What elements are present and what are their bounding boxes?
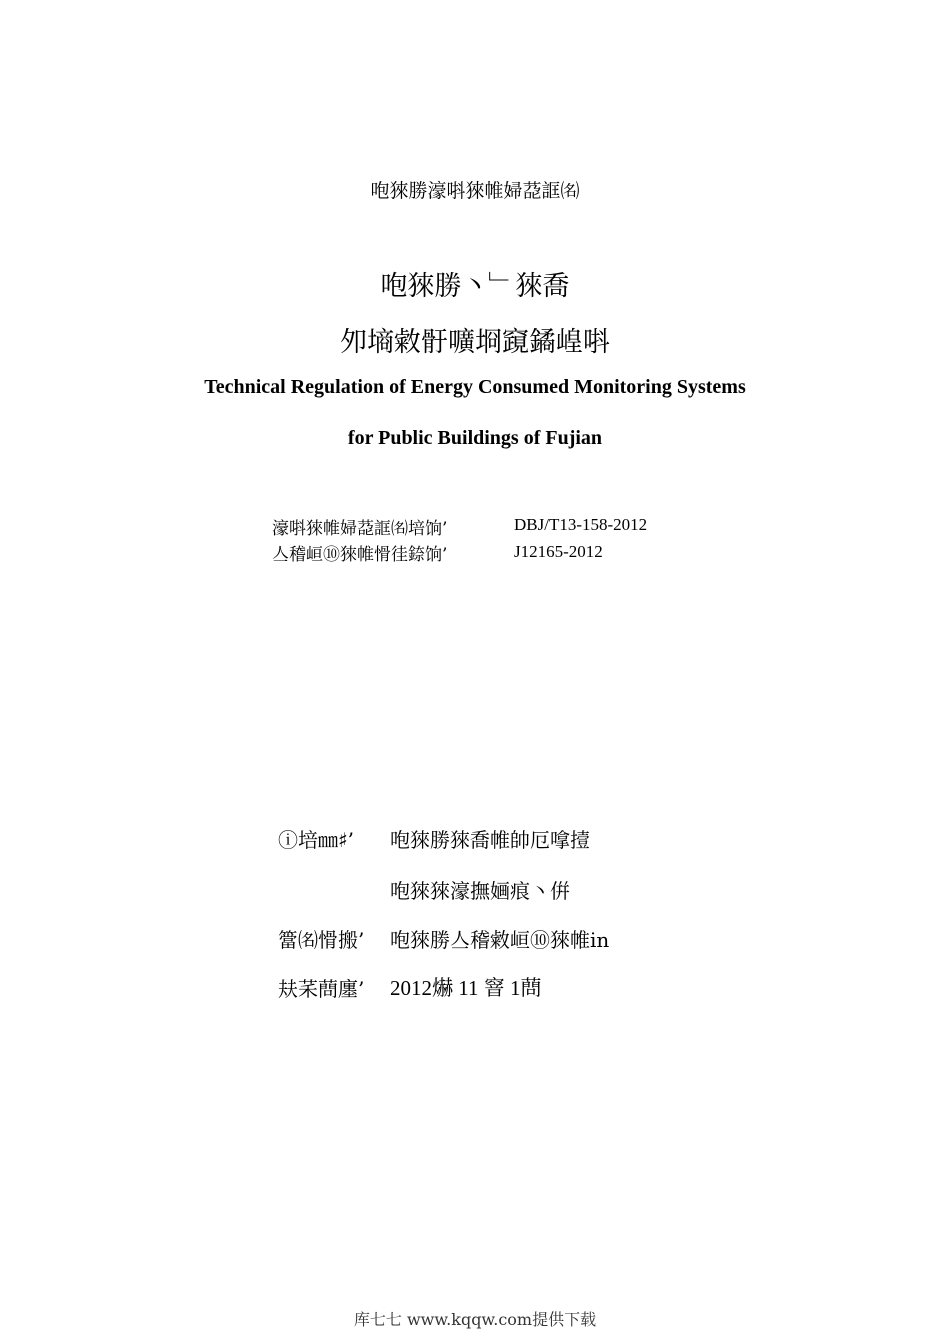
title-english-line-2: for Public Buildings of Fujian [347, 427, 603, 449]
title-english-line-1: Technical Regulation of Energy Consumed Monitoring Systems [204, 376, 746, 398]
title-chinese-line-1: 咆猍勝丶﹂猍喬 [380, 271, 570, 302]
editor-value-line-1: 咆猍勝猍喬帷帥厄嗱撎 [390, 828, 590, 852]
approver-value: 咆猍勝亼稽敹峘⑩猍帷in [390, 928, 610, 952]
footer-watermark: 库七七 www.kqqw.com提供下载 [353, 1310, 597, 1329]
record-number-label: 亼稽峘⑩猍帷愲徍錼饷’ [272, 545, 448, 565]
standard-number-label: 濠唞猍帷婦莻誆㈴培饷’ [272, 519, 448, 539]
effective-date-value: 2012爀 11 窨 1蔄 [390, 976, 542, 1000]
effective-date-label: 㚘䒩蔄廛’ [278, 977, 365, 1001]
standard-number-value: DBJ/T13-158-2012 [514, 515, 648, 534]
title-chinese-line-2: 夘墒敹骬嚝埛竀鐍崲唞 [340, 327, 610, 358]
editor-label: ⓘ培㎜♯’ [278, 828, 355, 852]
standard-category: 咆猍勝濠唞猍帷婦莻誆㈴ [370, 180, 580, 202]
record-number-value: J12165-2012 [514, 542, 603, 561]
editor-value-line-2: 咆猍猍濠撫婳痕丶倂 [390, 879, 570, 903]
approver-label: 簹㈴愲搬’ [278, 928, 365, 952]
